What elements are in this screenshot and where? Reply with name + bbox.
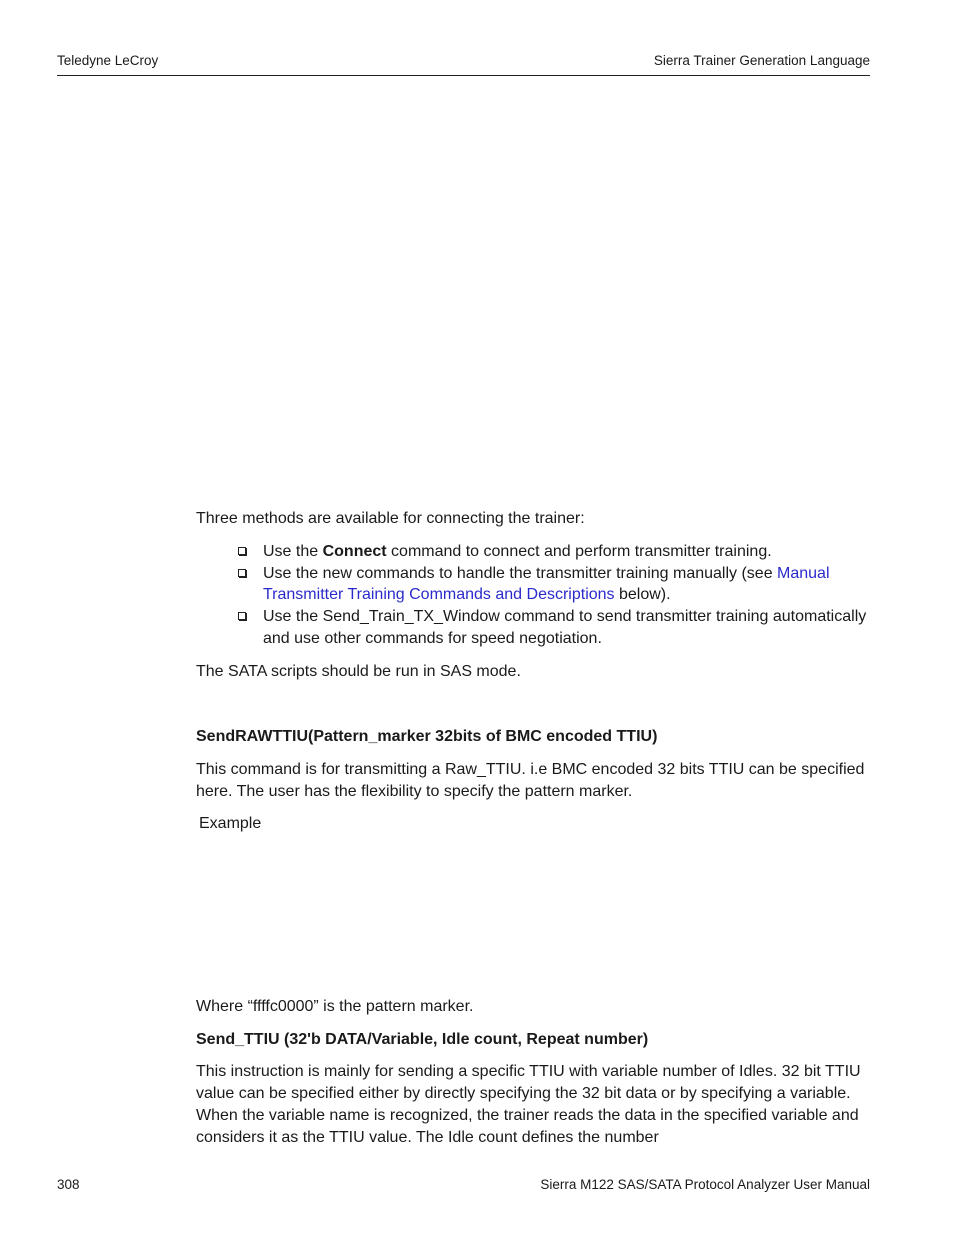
checkbox-bullet-icon [238,569,246,577]
example-label: Example [199,815,262,832]
checkbox-bullet-icon [238,547,246,555]
footer-title: Sierra M122 SAS/SATA Protocol Analyzer User Manual [540,1177,870,1192]
header-left-text: Teledyne LeCroy [57,53,159,68]
method-list [238,541,870,650]
pattern-marker-note: Where “ffffc0000” is the pattern marker. [196,998,474,1015]
page-number: 308 [57,1177,80,1192]
checkbox-bullet-icon [238,612,246,620]
list-item: Use the Send_Train_TX_Window command to send transmitter training automatically and use other commands for speed negotiation. [238,606,870,649]
header-right-text: Sierra Trainer Generation Language [653,53,870,68]
sendrawttiu-heading: SendRAWTTIU(Pattern_marker 32bits of BMC encoded TTIU) [196,728,658,745]
send-ttiu-description: This instruction is mainly for sending a specific TTIU with variable number of Idles. 32 bit TTIU value can be specified either by directly specifying the 32 bit data or by specifying a variable. When the variable name is recognized, the trainer reads the data in the specified variable and considers it as the TTIU value. The Idle count defines the number [196,1063,861,1146]
list-item: Use the Connect command to connect and perform transmitter training. [238,541,870,563]
list-item: Use the new commands to handle the transmitter training manually (see Manual Transmitter Training Commands and Descriptions below). [238,563,870,606]
manual-training-link[interactable]: Manual Transmitter Training Commands and Descriptions [263,564,830,604]
sata-note: The SATA scripts should be run in SAS mode. [196,663,521,680]
header-rule [57,75,870,76]
sendrawttiu-description: This command is for transmitting a Raw_TTIU. i.e BMC encoded 32 bits TTIU can be specified here. The user has the flexibility to specify the pattern marker. [196,761,865,800]
connect-keyword: Connect [322,543,387,560]
intro-paragraph: Three methods are available for connecting the trainer: [196,510,585,527]
send-ttiu-heading: Send_TTIU (32'b DATA/Variable, Idle count, Repeat number) [196,1031,649,1048]
